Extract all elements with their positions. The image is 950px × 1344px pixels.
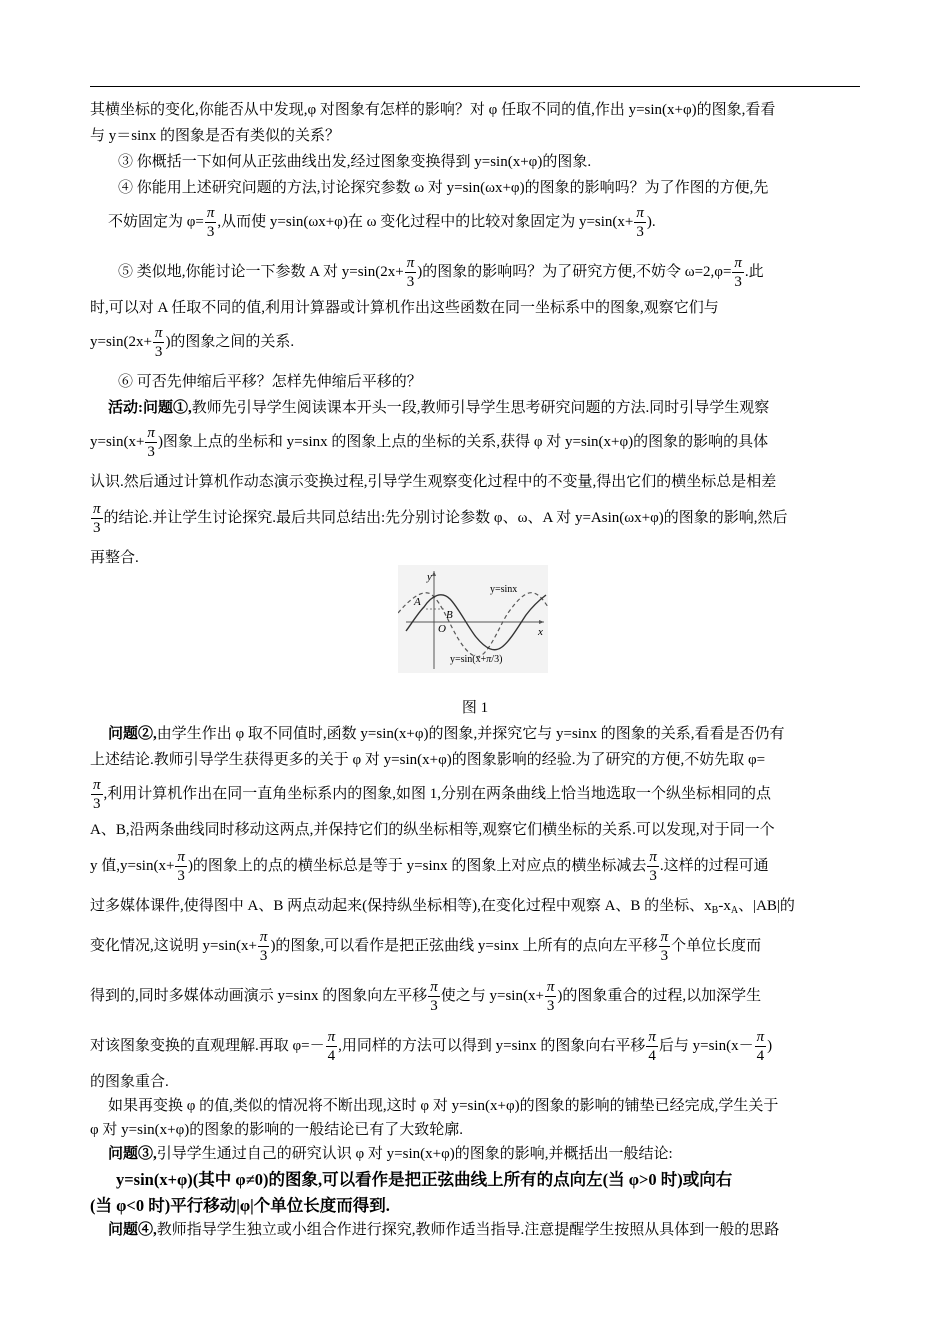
fraction-pi-3: $\frac{\pi}{3}$ <box>259 929 268 964</box>
paragraph-line: y=sin(x+ $\frac{\pi}{3}$ )图象上点的坐标和 y=sinx 的图象上点的坐标的关系,获得 φ 对 y=sin(x+φ)的图象的影响的具体 <box>90 425 769 460</box>
paragraph-line: φ 对 y=sin(x+φ)的图象的影响的一般结论已有了大致轮廓. <box>90 1122 463 1138</box>
point-b-label: B <box>446 609 453 621</box>
paragraph-line: 不妨固定为 φ= $\frac{\pi}{3}$ ,从而使 y=sin(ωx+φ)在 ω 变化过程中的比较对象固定为 y=sin(x+ $\frac{\pi}{3}$ ). <box>108 205 656 240</box>
fraction-pi-3: $\frac{\pi}{3}$ <box>430 979 438 1014</box>
point-a-label: A <box>414 596 421 608</box>
fraction-pi-4: $\frac{\pi}{4}$ <box>327 1029 336 1064</box>
fraction-pi-3: $\frac{\pi}{3}$ <box>154 325 163 360</box>
paragraph-line: 上述结论.教师引导学生获得更多的关于 φ 对 y=sin(x+φ)的图象影响的经验.为了研究的方便,不妨先取 φ= <box>90 752 766 768</box>
paragraph-line: 对该图象变换的直观理解.再取 φ=－ $\frac{\pi}{4}$ ,用同样的方法可以得到 y=sinx 的图象向右平移 $\frac{\pi}{4}$ 后与 y=sin(x－ $\frac{\pi}{4}$ ) <box>90 1029 773 1064</box>
problem-3: 问题③,引导学生通过自己的研究认识 φ 对 y=sin(x+φ)的图象的影响,并概括出一般结论: <box>108 1146 673 1162</box>
paragraph-line: 如果再变换 φ 的值,类似的情况将不断出现,这时 φ 对 y=sin(x+φ)的图象的影响的铺垫已经完成,学生关于 <box>108 1098 779 1114</box>
activity-problem-1: 活动:问题①,教师先引导学生阅读课本开头一段,教师引导学生思考研究问题的方法.同时引导学生观察 <box>108 400 770 416</box>
fraction-pi-3: $\frac{\pi}{3}$ <box>177 849 185 884</box>
shifted-curve-label: y=sin(x+π/3) <box>450 654 503 665</box>
paragraph-line: 的图象重合. <box>90 1074 169 1090</box>
paragraph-line: 其横坐标的变化,你能否从中发现,φ 对图象有怎样的影响？对 φ 任取不同的值,作出 y=sin(x+φ)的图象,看看 <box>90 102 776 118</box>
paragraph-line: 时,可以对 A 任取不同的值,利用计算器或计算机作出这些函数在同一坐标系中的图象,观察它们与 <box>90 300 719 316</box>
header-rule <box>90 86 860 87</box>
fraction-pi-3: $\frac{\pi}{3}$ <box>147 425 155 460</box>
origin-label: O <box>438 623 446 635</box>
question-4: ④ 你能用上述研究问题的方法,讨论探究参数 ω 对 y=sin(ωx+φ)的图象的影响吗？为了作图的方便,先 <box>118 180 769 196</box>
fraction-pi-3: $\frac{\pi}{3}$ <box>734 255 742 290</box>
conclusion-line: y=sin(x+φ)(其中 φ≠0)的图象,可以看作是把正弦曲线上所有的点向左(当 φ>0 时)或向右 <box>116 1170 733 1189</box>
paragraph-line: 变化情况,这说明 y=sin(x+ $\frac{\pi}{3}$ )的图象,可以看作是把正弦曲线 y=sinx 上所有的点向左平移 $\frac{\pi}{3}$ 个单位长度而 <box>90 929 762 964</box>
paragraph-line: 与 y＝sinx 的图象是否有类似的关系？ <box>90 128 341 144</box>
paragraph-line: 过多媒体课件,使得图中 A、B 两点动起来(保持纵坐标相等),在变化过程中观察 A、B 的坐标、$x_B-x_A$、|AB|的 <box>90 898 795 916</box>
conclusion-line: (当 φ<0 时)平行移动|φ|个单位长度而得到. <box>90 1196 390 1215</box>
paragraph-line: y 值,y=sin(x+ $\frac{\pi}{3}$ )的图象上的点的横坐标总是等于 y=sinx 的图象上对应点的横坐标减去 $\frac{\pi}{3}$ .这样的过程可通 <box>90 849 769 884</box>
figure-caption: 图 1 <box>461 700 489 716</box>
fraction-pi-3: $\frac{\pi}{3}$ <box>649 849 657 884</box>
problem-2: 问题②,由学生作出 φ 取不同值时,函数 y=sin(x+φ)的图象,并探究它与 y=sinx 的图象的关系,看看是否仍有 <box>108 726 785 742</box>
question-6: ⑥ 可否先伸缩后平移？怎样先伸缩后平移的？ <box>118 374 422 390</box>
fraction-pi-3: $\frac{\pi}{3}$ <box>206 205 215 240</box>
x-axis-label: x <box>538 626 543 638</box>
y-axis-label: y <box>427 571 432 583</box>
paragraph-line: A、B,沿两条曲线同时移动这两点,并保持它们的纵坐标相等,观察它们横坐标的关系.可以发现,对于同一个 <box>90 822 775 838</box>
sine-shift-figure <box>398 565 548 673</box>
paragraph-line: 再整合. <box>90 550 139 566</box>
fraction-pi-4: $\frac{\pi}{4}$ <box>756 1029 765 1064</box>
question-5: ⑤ 类似地,你能讨论一下参数 A 对 y=sin(2x+ $\frac{\pi}{3}$ )的图象的影响吗？为了研究方便,不妨令 ω=2,φ= $\frac{\pi}{3}$ .此 <box>118 255 764 290</box>
fraction-pi-3: $\frac{\pi}{3}$ <box>406 255 415 290</box>
paragraph-line: $\frac{\pi}{3}$ ,利用计算机作出在同一直角坐标系内的图象,如图 1,分别在两条曲线上恰当地选取一个纵坐标相同的点 <box>93 777 772 812</box>
fraction-pi-3: $\frac{\pi}{3}$ <box>93 777 101 812</box>
problem-4: 问题④,教师指导学生独立或小组合作进行探究,教师作适当指导.注意提醒学生按照从具体到一般的思路 <box>108 1222 780 1238</box>
paragraph-line: 认识.然后通过计算机作动态演示变换过程,引导学生观察变化过程中的不变量,得出它们的横坐标总是相差 <box>90 474 777 490</box>
fraction-pi-3: $\frac{\pi}{3}$ <box>546 979 555 1014</box>
fraction-pi-3: $\frac{\pi}{3}$ <box>93 501 101 536</box>
question-3: ③ 你概括一下如何从正弦曲线出发,经过图象变换得到 y=sin(x+φ)的图象. <box>118 154 592 170</box>
fraction-pi-4: $\frac{\pi}{4}$ <box>648 1029 656 1064</box>
paragraph-line: y=sin(2x+ $\frac{\pi}{3}$ )的图象之间的关系. <box>90 325 295 360</box>
paragraph-line: $\frac{\pi}{3}$ 的结论.并让学生讨论探究.最后共同总结出:先分别讨论参数 φ、ω、A 对 y=Asin(ωx+φ)的图象的影响,然后 <box>93 501 788 536</box>
fraction-pi-3: $\frac{\pi}{3}$ <box>660 929 669 964</box>
sinx-curve-label: y=sinx <box>490 584 518 595</box>
fraction-pi-3: $\frac{\pi}{3}$ <box>636 205 644 240</box>
paragraph-line: 得到的,同时多媒体动画演示 y=sinx 的图象向左平移 $\frac{\pi}{3}$ 使之与 y=sin(x+ $\frac{\pi}{3}$ )的图象重合的过程,以加深学生 <box>90 979 762 1014</box>
